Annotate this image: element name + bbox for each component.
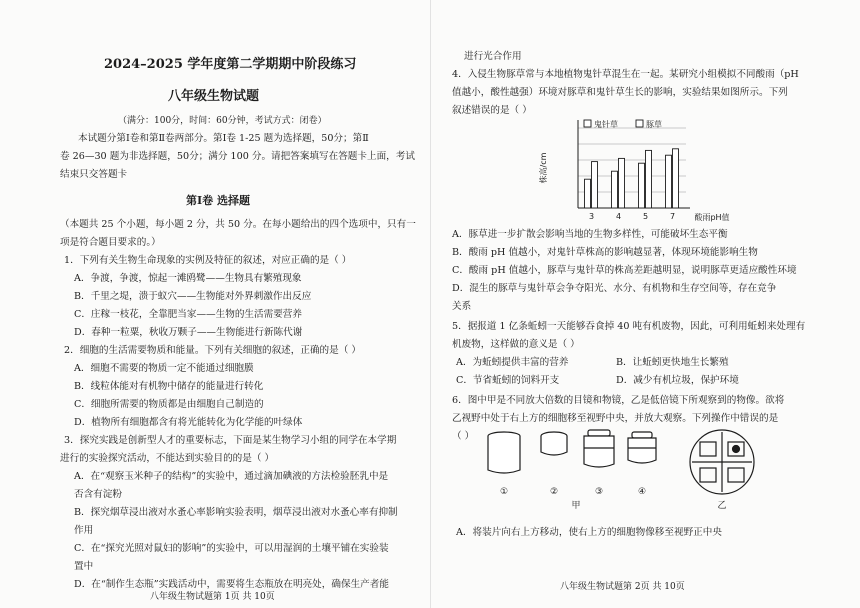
q3-option-b-1: B．探究烟草浸出液对水蚤心率影响实验表明，烟草浸出液对水蚤心率有抑制 bbox=[74, 507, 398, 518]
lens-4-body bbox=[628, 438, 656, 463]
q3-option-b-2: 作用 bbox=[74, 525, 94, 536]
q5-option-c: C．节省蚯蚓的饲料开支 bbox=[456, 375, 560, 386]
cell-bottom-right bbox=[728, 468, 744, 482]
x-axis-label: 酸雨pH值 bbox=[694, 213, 730, 222]
q5-stem-1: 5．据报道 1 亿条蚯蚓一天能够吞食掉 40 吨有机废物，因此，可利用蚯蚓来处理有 bbox=[452, 321, 806, 332]
x-tick-label: 7 bbox=[669, 212, 676, 221]
q5-option-a: A．为蚯蚓提供丰富的营养 bbox=[456, 357, 569, 368]
legend-swatch bbox=[584, 120, 591, 127]
q3-stem-2: 进行的实验探究活动，不能达到实验目的的是（ ） bbox=[60, 453, 275, 464]
q3-option-c-2: 置中 bbox=[74, 561, 94, 572]
lens-3-body bbox=[584, 436, 614, 467]
q6-option-a: A．将装片向右上方移动，使右上方的细胞物像移至视野正中央 bbox=[456, 527, 722, 538]
bar-guizhencao bbox=[585, 179, 591, 208]
q4-option-a: A．豚草进一步扩散会影响当地的生物多样性，可能破坏生态平衡 bbox=[452, 229, 728, 240]
lens-2-body bbox=[541, 436, 567, 455]
x-tick-label: 5 bbox=[642, 212, 649, 221]
q2-option-b: B．线粒体能对有机物中储存的能量进行转化 bbox=[74, 381, 264, 392]
q2-stem: 2．细胞的生活需要物质和能量。下列有关细胞的叙述，正确的是（ ） bbox=[64, 345, 361, 356]
microscope-lens-figure bbox=[478, 424, 668, 512]
q4-option-d-1: D．混生的豚草与鬼针草会争夺阳光、水分、有机物和生存空间等，存在竞争 bbox=[452, 283, 777, 294]
lens-label-4: ④ bbox=[637, 487, 647, 497]
q1-option-b: B．千里之堤，溃于蚁穴——生物能对外界刺激作出反应 bbox=[74, 291, 312, 302]
field-of-view-figure bbox=[682, 424, 762, 514]
lens-3-cap bbox=[588, 430, 610, 436]
intro-line-2: 卷 26—30 题为非选择题，50分；满分 100 分。请把答案填写在答题卡上面，考试 bbox=[60, 151, 415, 162]
q3-stem-1: 3．探究实践是创新型人才的重要标志，下面是某生物学习小组的同学在本学期 bbox=[64, 435, 397, 446]
q4-option-b: B．酸雨 pH 值越小，对鬼针草株高的影响越显著，体现环境能影响生物 bbox=[452, 247, 758, 258]
q2-option-c: C．细胞所需要的物质都是由细胞自己制造的 bbox=[74, 399, 264, 410]
section-note-1: （本题共 25 个小题，每小题 2 分，共 50 分。在每小题给出的四个选项中，只有一 bbox=[60, 219, 416, 230]
intro-line-3: 结束只交答题卡 bbox=[60, 169, 128, 180]
q4-option-c: C．酸雨 pH 值越小，豚草与鬼针草的株高差距越明显，说明豚草更适应酸性环境 bbox=[452, 265, 797, 276]
cell-bottom-left bbox=[700, 468, 716, 482]
lens-1-body bbox=[488, 436, 520, 473]
q6-stem-1: 6．图中甲是不同放大倍数的目镜和物镜，乙是低倍镜下所观察到的物像。欲将 bbox=[452, 395, 785, 406]
q6-stem-3: （ ） bbox=[452, 431, 475, 442]
right-footer: 八年级生物试题第 2页 共 10页 bbox=[560, 582, 685, 592]
q3-option-c-1: C．在“探究光照对鼠妇的影响”的实验中，可以用湿润的土壤平铺在实验装 bbox=[74, 543, 389, 554]
q4-stem-3: 叙述错误的是（ ） bbox=[452, 105, 532, 116]
q2-option-a: A．细胞不需要的物质一定不能通过细胞膜 bbox=[74, 363, 254, 374]
q4-stem-2: 值越小，酸性越强）环境对豚草和鬼针草生长的影响，实验结果如图所示。下列 bbox=[452, 87, 788, 98]
q4-option-d-2: 关系 bbox=[452, 301, 472, 312]
lens-4-cap bbox=[632, 432, 652, 438]
figure-yi-label: 乙 bbox=[717, 501, 727, 511]
q5-option-d: D．减少有机垃圾，保护环境 bbox=[616, 375, 739, 386]
carryover-text: 进行光合作用 bbox=[464, 51, 522, 62]
x-tick-label: 4 bbox=[615, 212, 622, 221]
q6-stem-2: 乙视野中处于右上方的细胞移至视野中央，并放大观察。下列操作中错误的是 bbox=[452, 413, 779, 424]
left-footer: 八年级生物试题第 1页 共 10页 bbox=[150, 592, 275, 602]
q5-option-b: B．让蚯蚓更快地生长繁殖 bbox=[616, 357, 729, 368]
bar-guizhencao bbox=[666, 155, 672, 208]
y-axis-label: 株高/cm bbox=[539, 152, 548, 184]
cell-top-left bbox=[700, 442, 716, 456]
x-tick-label: 3 bbox=[588, 212, 595, 221]
lens-label-3: ③ bbox=[594, 487, 604, 497]
q4-stem-1: 4．入侵生物豚草常与本地植物鬼针草混生在一起。某研究小组模拟不同酸雨（pH bbox=[452, 69, 799, 80]
q3-option-a-2: 否含有淀粉 bbox=[74, 489, 122, 500]
exam-info: （满分：100分，时间：60分钟，考试方式：闭卷） bbox=[118, 116, 327, 126]
q1-option-c: C．庄稼一枝花，全靠肥当家——生物的生活需要营养 bbox=[74, 309, 302, 320]
lens-label-2: ② bbox=[549, 487, 559, 497]
q5-stem-2: 机废物，这样做的意义是（ ） bbox=[452, 339, 580, 350]
bar-tuncao bbox=[673, 149, 679, 208]
legend-swatch bbox=[636, 120, 643, 127]
bar-guizhencao bbox=[639, 163, 645, 208]
bar-tuncao bbox=[646, 150, 652, 208]
q1-stem: 1．下列有关生物生命现象的实例及特征的叙述，对应正确的是（ ） bbox=[64, 255, 352, 266]
bar-tuncao bbox=[592, 162, 598, 208]
q3-option-a-1: A．在“观察玉米种子的结构”的实验中，通过滴加碘液的方法检验胚乳中是 bbox=[74, 471, 389, 482]
cell-nucleus bbox=[733, 446, 740, 453]
q2-option-d: D．植物所有细胞都含有将光能转化为化学能的叶绿体 bbox=[74, 417, 303, 428]
section-note-2: 项是符合题目要求的。） bbox=[60, 237, 161, 248]
legend-label: 豚草 bbox=[646, 120, 662, 129]
bar-tuncao bbox=[619, 158, 625, 208]
q1-option-a: A．争渡，争渡，惊起一滩鸥鹭——生物具有繁殖现象 bbox=[74, 273, 302, 284]
right-page bbox=[430, 0, 860, 608]
exam-title: 2024–2025 学年度第二学期期中阶段练习 bbox=[104, 57, 357, 72]
q1-option-d: D．春种一粒粟，秋收万颗子——生物能进行新陈代谢 bbox=[74, 327, 303, 338]
q4-bar-chart bbox=[538, 116, 738, 226]
section-title: 第Ⅰ卷 选择题 bbox=[186, 194, 250, 207]
bar-guizhencao bbox=[612, 171, 618, 208]
legend-label: 鬼针草 bbox=[594, 120, 618, 129]
figure-jia-label: 甲 bbox=[571, 501, 581, 511]
exam-subtitle: 八年级生物试题 bbox=[168, 89, 260, 104]
q3-option-d-1: D．在“制作生态瓶”实践活动中，需要将生态瓶放在明亮处，确保生产者能 bbox=[74, 579, 389, 590]
lens-label-1: ① bbox=[499, 487, 509, 497]
intro-line-1: 本试题分第Ⅰ卷和第Ⅱ卷两部分。第Ⅰ卷 1-25 题为选择题，50分；第Ⅱ bbox=[78, 133, 369, 144]
